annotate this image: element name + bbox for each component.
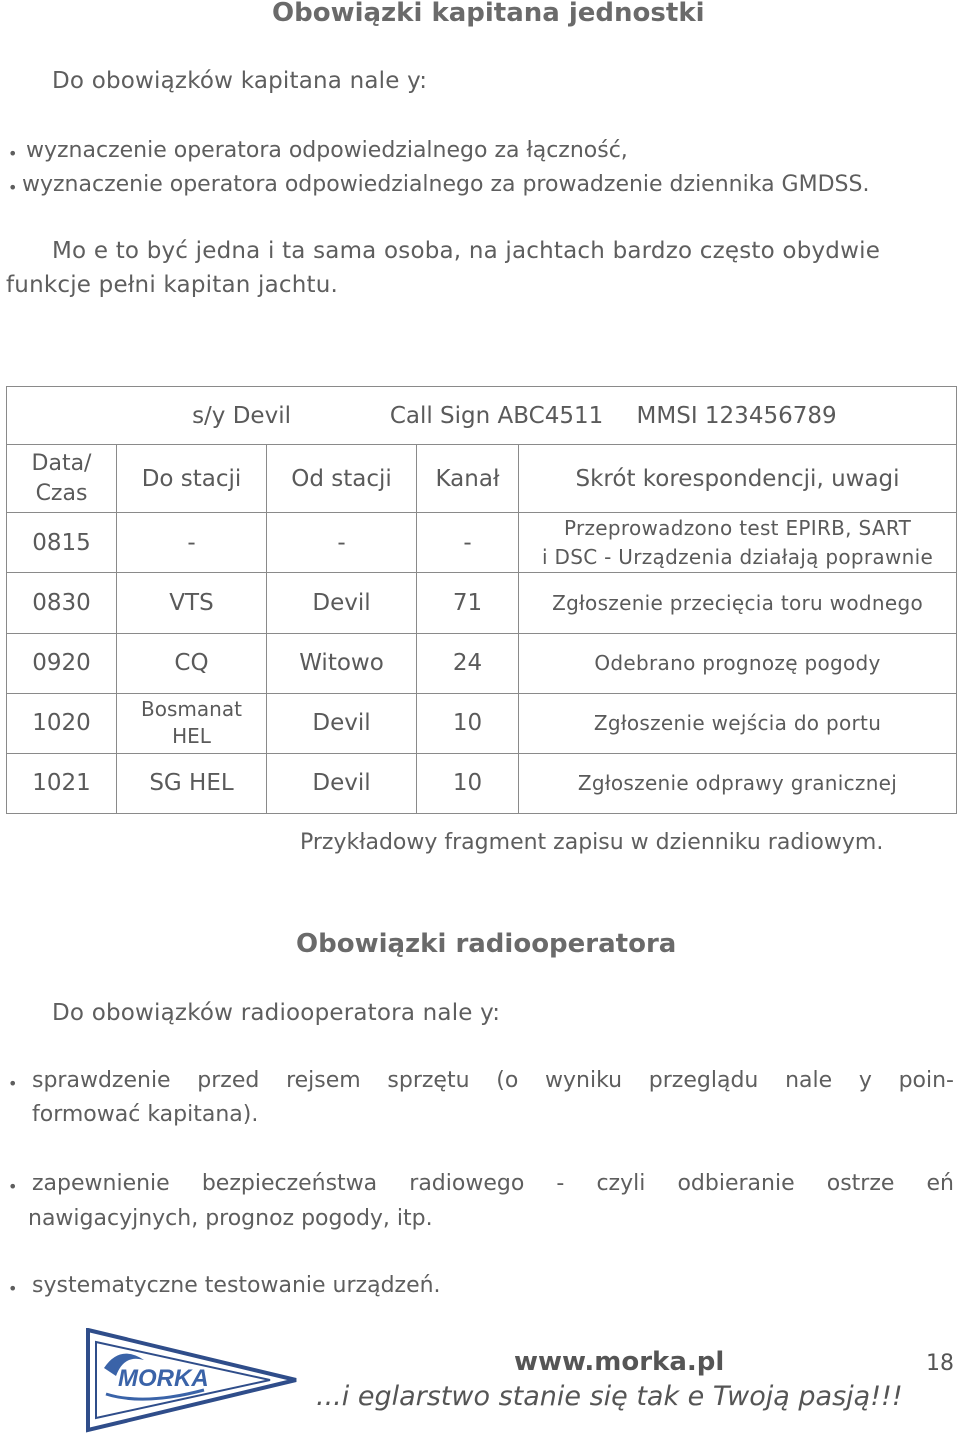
- row-to-station: CQ: [117, 633, 267, 693]
- row-remark: Przeprowadzono test EPIRB, SART i DSC - Urządzenia działają poprawnie: [519, 513, 957, 573]
- page-number: 18: [926, 1351, 954, 1376]
- header-datetime: Data/ Czas: [7, 445, 117, 513]
- footer-url[interactable]: www.morka.pl: [514, 1347, 725, 1377]
- row-from-station: Devil: [267, 573, 417, 633]
- bullet-dot: •: [8, 1074, 18, 1093]
- logo-text: MORKA: [118, 1365, 209, 1392]
- table-caption: Przykładowy fragment zapisu w dzienniku radiowym.: [300, 830, 884, 855]
- row-time: 1020: [7, 693, 117, 753]
- row-channel: 24: [417, 633, 519, 693]
- captain-bullet-2: wyznaczenie operatora odpowiedzialnego za prowadzenie dziennika GMDSS.: [22, 172, 870, 197]
- bullet-dot: •: [8, 178, 18, 197]
- table-header-row: [7, 445, 957, 513]
- radio-log-table: [6, 386, 957, 814]
- morka-logo: [84, 1328, 300, 1434]
- captain-bullet-1: wyznaczenie operatora odpowiedzialnego za łączność,: [26, 138, 628, 163]
- header-channel: Kanał: [417, 445, 519, 513]
- radio-bullet-1-line-2: formować kapitana).: [32, 1102, 259, 1127]
- row-from-station: Devil: [267, 753, 417, 813]
- radio-bullet-2-line-2: nawigacyjnych, prognoz pogody, itp.: [28, 1206, 433, 1231]
- radio-bullet-1-line-1: sprawdzenie przed rejsem sprzętu (o wyniku przeglądu nale y poin-: [32, 1068, 954, 1093]
- row-from-station: Witowo: [267, 633, 417, 693]
- row-from-station: Devil: [267, 693, 417, 753]
- table-row: [7, 513, 957, 573]
- row-to-station: Bosmanat HEL: [117, 693, 267, 753]
- table-title-row: [7, 387, 957, 445]
- section-title-captain: Obowiązki kapitana jednostki: [272, 0, 705, 28]
- row-to-station: VTS: [117, 573, 267, 633]
- radio-bullet-2-line-1: zapewnienie bezpieczeństwa radiowego - czyli odbieranie ostrze eń: [32, 1171, 954, 1196]
- call-sign: Call Sign ABC4511: [389, 402, 604, 429]
- bullet-dot: •: [8, 1177, 18, 1196]
- vessel-name: s/y Devil: [192, 402, 291, 429]
- captain-paragraph-line-2: funkcje pełni kapitan jachtu.: [6, 272, 339, 298]
- section-title-radio-operator: Obowiązki radiooperatora: [296, 929, 677, 959]
- row-to-station: SG HEL: [117, 753, 267, 813]
- row-channel: 10: [417, 753, 519, 813]
- footer-slogan: ...i eglarstwo stanie się tak e Twoją pasją!!!: [316, 1381, 903, 1412]
- row-remark: Zgłoszenie wejścia do portu: [519, 693, 957, 753]
- row-remark: Zgłoszenie odprawy granicznej: [519, 753, 957, 813]
- bullet-dot: •: [8, 1279, 18, 1298]
- bullet-dot: •: [8, 144, 18, 163]
- table-row: [7, 633, 957, 693]
- radio-bullet-3: systematyczne testowanie urządzeń.: [32, 1273, 441, 1298]
- table-row: [7, 693, 957, 753]
- captain-intro: Do obowiązków kapitana nale y:: [52, 68, 428, 94]
- row-channel: -: [417, 513, 519, 573]
- row-time: 0815: [7, 513, 117, 573]
- row-time: 1021: [7, 753, 117, 813]
- row-remark: Odebrano prognozę pogody: [519, 633, 957, 693]
- vessel-info-cell: [7, 387, 957, 445]
- header-from-station: Od stacji: [267, 445, 417, 513]
- mmsi-number: MMSI 123456789: [636, 402, 837, 429]
- row-from-station: -: [267, 513, 417, 573]
- captain-paragraph-line-1: Mo e to być jedna i ta sama osoba, na jachtach bardzo często obydwie: [52, 238, 881, 264]
- header-to-station: Do stacji: [117, 445, 267, 513]
- row-remark: Zgłoszenie przecięcia toru wodnego: [519, 573, 957, 633]
- radio-intro: Do obowiązków radiooperatora nale y:: [52, 1000, 501, 1026]
- table-row: [7, 573, 957, 633]
- row-channel: 71: [417, 573, 519, 633]
- row-time: 0830: [7, 573, 117, 633]
- row-time: 0920: [7, 633, 117, 693]
- table-row: [7, 753, 957, 813]
- header-remarks: Skrót korespondencji, uwagi: [519, 445, 957, 513]
- row-channel: 10: [417, 693, 519, 753]
- row-to-station: -: [117, 513, 267, 573]
